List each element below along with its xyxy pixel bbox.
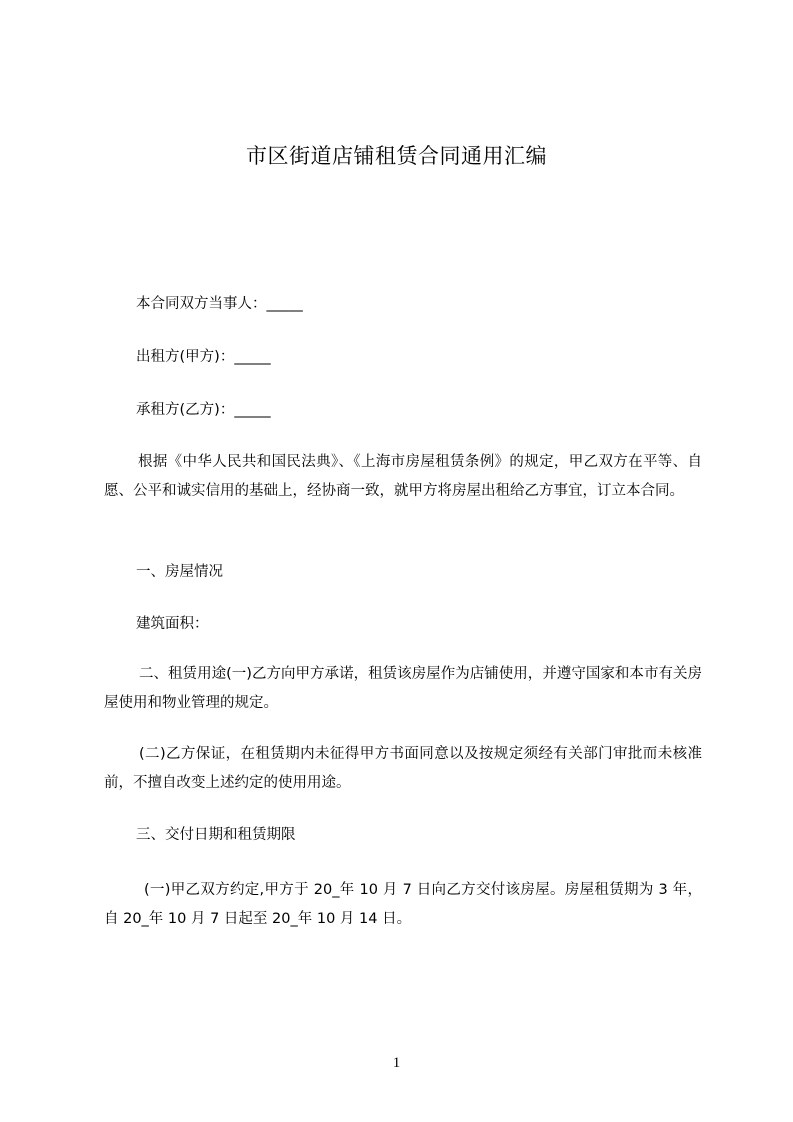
page-number: 1: [392, 1055, 401, 1071]
parties-line: 本合同双方当事人：_____: [136, 296, 303, 312]
lessee-line: 承租方(乙方)：_____: [136, 402, 271, 418]
document-title: 市区街道店铺租赁合同通用汇编: [246, 144, 547, 168]
preamble-paragraph: 根据《中华人民共和国民法典》、《上海市房屋租赁条例》的规定，甲乙双方在平等、自愿、公平和诚实信用的基础上，经协商一致，就甲方将房屋出租给乙方事宜，订立本合同。: [104, 454, 702, 499]
section1-heading: 一、房屋情况: [136, 564, 223, 580]
section3-clause1: (一)甲乙双方约定,甲方于 20_年 10 月 7 日向乙方交付该房屋。房屋租赁期为 3 年，自 20_年 10 月 7 日起至 20_年 10 月 14 日。: [104, 882, 702, 927]
section3-heading: 三、交付日期和租赁期限: [136, 827, 296, 843]
section2-clause2: (二)乙方保证，在租赁期内未征得甲方书面同意以及按规定须经有关部门审批而未核准前，不擅自改变上述约定的使用用途。: [104, 746, 702, 791]
area-label: 建筑面积：: [136, 616, 209, 632]
section2-clause1: 二、租赁用途(一)乙方向甲方承诺，租赁该房屋作为店铺使用，并遵守国家和本市有关房屋使用和物业管理的规定。: [104, 666, 702, 711]
lessor-line: 出租方(甲方)：_____: [136, 349, 271, 365]
